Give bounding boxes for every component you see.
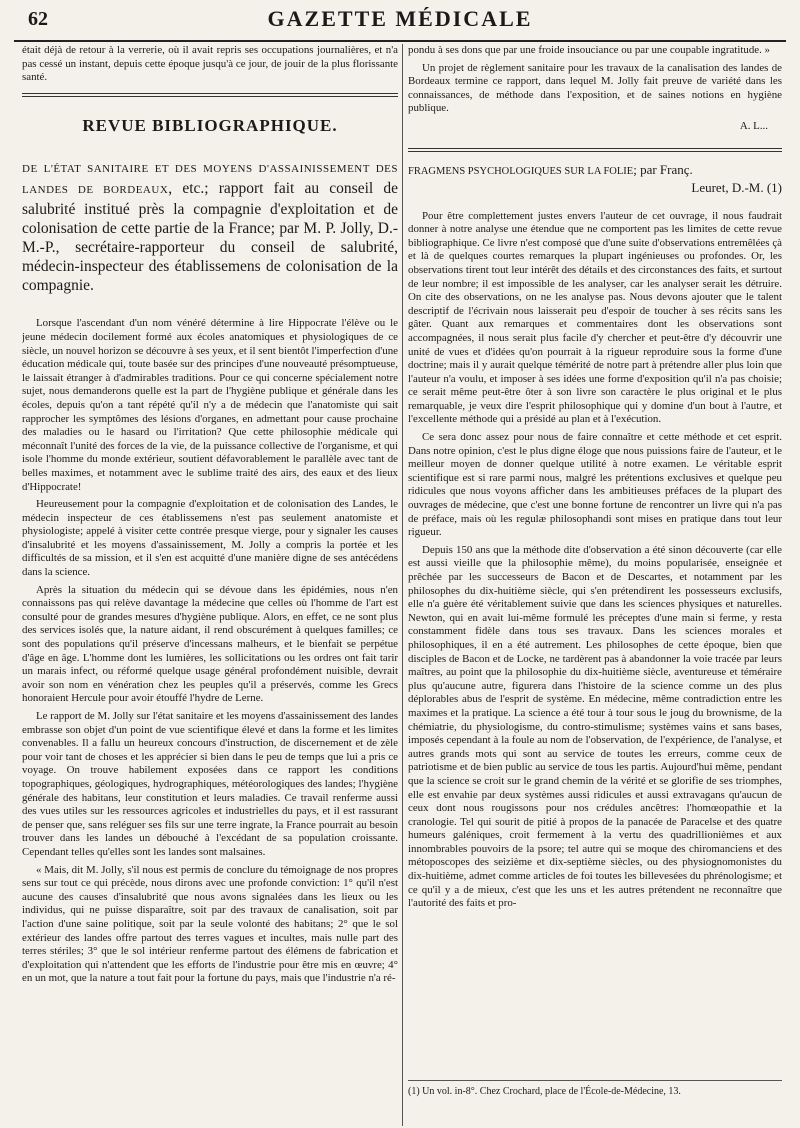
left-paragraph: Après la situation du médecin qui se dévoue dans les épidémies, nous n'en connaissons pas qui relève davantage la médecine que celles où l'homme de l'art est consulté pour de grandes mesures d'hygiène publique. Alors, en effet, ce ne sont plus des services isolés que, la nature aidant, il rend obscurément à quelques familles; ce sont des populations qu'il préserve d'incessans malheurs, et le bienfait se perpétue d'âge en âge. L'homme dont les lumières, les sollicitations ou les ordres ont fait tarir un marais infect, ou réformé quelque usage général profondément nuisible, devrait avoir son nom en vénération chez les peuples qu'il a préservés, comme les Grecs honoraient Hercule pour avoir étouffé l'hydre de Lerne. xyxy=(22,583,398,705)
right-top-paragraph: pondu à ses dons que par une froide insouciance ou par une coupable ingratitude. » xyxy=(408,44,771,56)
page-number: 62 xyxy=(28,8,48,30)
left-column xyxy=(22,44,398,1124)
footnote: (1) Un vol. in-8°. Chez Crochard, place de l'École-de-Médecine, 13. xyxy=(408,1080,782,1097)
page-header xyxy=(14,6,786,36)
article-author: Leuret, D.-M. (1) xyxy=(691,179,782,195)
article-title-rest: , etc.; rapport fait au conseil de salubrité institué près la compagnie d'exploitation et de colonisation de cette partie de la France; par M. P. Jolly, D.-M.-P., secrétaire-rapporteur du conseil de salubrité, médecin-inspecteur des établissemens de colonisation de la compagnie. xyxy=(22,180,398,295)
article-title xyxy=(22,158,398,295)
right-paragraph: Un projet de règlement sanitaire pour les travaux de la canalisation des landes de Bordeaux termine ce rapport, dans lequel M. Jolly fait preuve de variété dans les connaissances, de méthode dans l'exposition, et de saines notions en hygiène publique. xyxy=(408,61,782,115)
right-paragraph: Depuis 150 ans que la méthode dite d'observation a été sinon découverte (car elle est aussi vieille que la philosophie même), du moins popularisée, enseignée et prêchée par les successeurs de Bacon et de Descartes, et notamment par les philosophes du dix-huitième siècle, qui s'en prétendirent les possesseurs exclusifs, elle n'a guère été véritablement suivie que dans les sciences physiques et naturelles. Newton, qui en avait lui-même formulé les préceptes d'une main si ferme, y resta constamment fidèle dans tous ses travaux. Dans les sciences morales et philosophiques, il en a été autrement. Les philosophes de cette époque, bien que disciples de Bacon et de Locke, ne tardèrent pas à abandonner la voie tracée par leurs maîtres, au point que la philosophie du dix-huitième siècle, aventureuse et téméraire plus qu'aucune autre, figurera dans l'histoire de la science comme un des plus déplorables abus de l'esprit de système. En médecine, même contradiction entre les maximes et la pratique. La science a été tour à tour sous le joug du brownisme, de la chémiatrie, du physiologisme, du contro-stimulisme; systèmes vains et sans bases, imposés cependant à la foule au nom de l'observation, de l'expérience, de l'analyse, et autres grands mots qui sont au service de toutes les erreurs, comme ceux de patriotisme et de bien public au service de tous les partis. Aujourd'hui même, pendant que la science se croit sur le grand chemin de la vérité et se glorifie de ses triomphes, elle est envahie par deux systèmes aussi ridicules et aussi extravagans qu'aucun de ceux dont nous rougissons pour nos crédules ancêtres: l'homœopathie et la cranologie. Tel qui sourit de pitié à propos de la panacée de Paracelse et des quatre humeurs galéniques, croit fermement à la vertu des quadrillionièmes et aux innombrables pouvoirs de la psore; tel autre qui se moque des chiromanciens et des métoposcopes des seizième et dix-septième siècles, ou des physiognomonistes du dix-huitième, admet comme articles de foi toutes les billevesées du phrénologisme; et ce qu'il y a de mieux, c'est que les uns et les autres prétendent ne reconnaître que l'autorité des faits et pro- xyxy=(408,543,782,910)
left-top-paragraph: était déjà de retour à la verrerie, où il avait repris ses occupations journalières, et n'a pas cessé un instant, depuis cette époque jusqu'à ce jour, de jouir de la plus florissante santé. xyxy=(22,44,398,84)
review-signature: A. L... xyxy=(739,119,768,132)
section-separator xyxy=(22,93,398,97)
article-title-2-rest: ; par Franç. xyxy=(633,161,693,177)
left-paragraph: « Mais, dit M. Jolly, s'il nous est permis de conclure du témoignage de nos propres sens sur tout ce qui précède, nous dirons avec une profonde conviction: 1° qu'il n'est aucune des causes d'insalubrité que nous avons signalées dans les lieux ou les individus, qui ne puisse disparaître, soit par des travaux de canalisation, soit par l'action d'une saine politique, soit par la seule volonté des habitans; 2° que le sol extérieur des landes offre partout des terres vagues et incultes, mais nulle part des terres stériles; 3° que le sol intérieur renferme partout des élémens de fabrication et d'exploitation qui n'attendent que les efforts de l'industrie pour être mis en œuvre; 4° en un mot, que la nature a tout fait pour la fortune du pays, mais que l'industrie n'a ré- xyxy=(22,863,398,985)
right-paragraph: Pour être complettement justes envers l'auteur de cet ouvrage, il nous faudrait donner à notre analyse une étendue que ne comportent pas les limites de cette revue bibliographique. Ce livre n'est composé que d'une suite d'observations entremêlées çà et là de quelques courtes remarques la plupart ingénieuses ou profondes. Or, les observations tirent tout leur intérêt des détails et des circonstances des faits, et surtout de leur nombre; il est impossible de les analyser, car les analyser serait les détruire. On cite des observations, on ne les analyse pas. Nous devons ajouter que le talent descriptif de l'écrivain nous laisserait peu d'espoir de toucher à ses récits sans les gâter. Quant aux remarques et commentaires dont les observations sont accompagnées, il nous serait plus facile d'y chercher et peut-être d'y découvrir une unité de vues et d'idées qu'on pourrait à la rigueur reproduire sous la forme d'une doctrine; mais il y aurait quelque témérité de notre part à prétendre aller plus loin que l'auteur n'a voulu, et imposer à ses idées une forme d'exposition qu'il n'a pas choisie; ce serait même peut-être ôter à son livre son caractère le plus original et le plus remarquable, je veux dire l'esprit philosophique qui y domine d'un bout à l'autre, et l'excellente méthode qui a présidé au plan et à l'exécution. xyxy=(408,209,782,426)
left-paragraph: Heureusement pour la compagnie d'exploitation et de colonisation des Landes, le médecin inspecteur de ces établissemens n'est pas seulement anatomiste et physiologiste; appelé à visiter cette contrée presque vierge, pour y signaler les causes d'insalubrité et les moyens d'assainissement, M. Jolly a compris la portée et les difficultés de sa mission, et il s'en est acquitté d'une manière digne de ses antécédens dans la science. xyxy=(22,498,398,579)
article-title-smallcaps: DE L'ÉTAT SANITAIRE ET DES MOYENS D'ASSAINISSEMENT DES LANDES DE BORDEAUX xyxy=(22,163,398,197)
article-title-2-smallcaps: FRAGMENS PSYCHOLOGIQUES SUR LA FOLIE xyxy=(408,165,634,177)
header-rule xyxy=(14,40,786,42)
left-paragraph: Le rapport de M. Jolly sur l'état sanitaire et les moyens d'assainissement des landes embrasse son objet d'un point de vue scientifique élevé et dans la forme et les limites convenables. Il a fallu un heureux concours d'instruction, de discernement et de zèle pour voir tant de choses et les apprécier si bien dans le peu de temps que lui a pris ce voyage. On trouve habilement exposées dans ce rapport les conditions topographiques, géologiques, hydrographiques, météorologiques des landes; l'hygiène générale des habitans, leur constitution et leurs maladies. Ce travail renferme aussi des vues utiles sur les ressources agricoles et industrielles du pays, et il est rassurant de penser que, sans reléguer ses fils sur une terre ingrate, la France pourrait au besoin trouver dans les landes un débouché à l'excédant de sa population croissante. Cependant telles qu'elles sont les landes sont malsaines. xyxy=(22,710,398,858)
right-column xyxy=(408,44,782,1124)
right-paragraph: Ce sera donc assez pour nous de faire connaître et cette méthode et cet esprit. Dans notre opinion, c'est le plus digne éloge que nous puissions faire de l'auteur, et le meilleur moyen de donner quelque utilité à notre examen. Le véritable esprit scientifique est si rare parmi nous, malgré les prétentions exclusives et quelque peu ridicules que nous voyons afficher dans les ambitieuses préfaces de la plupart des ouvrages de médecine, que c'est une bonne fortune de rencontrer un livre qui n'a pas de préface, mais où les regulæ philosophandi sont mises en pratique dans tout leur rigueur. xyxy=(408,431,782,539)
article-title-2 xyxy=(408,162,782,196)
section-title: REVUE BIBLIOGRAPHIQUE. xyxy=(82,115,338,135)
article-separator xyxy=(408,148,782,152)
journal-title: GAZETTE MÉDICALE xyxy=(267,6,533,31)
column-divider xyxy=(402,44,403,1126)
left-paragraph: Lorsque l'ascendant d'un nom vénéré détermine à lire Hippocrate l'élève ou le jeune médecin docilement formé aux écoles anatomiques et physiologiques de ce siècle, un nouvel horizon se découvre à ses yeux, et il sent bientôt l'imperfection d'une éducation médicale qui, toute basée sur des principes d'une nouveauté présomptueuse, le laissait étranger à d'admirables traditions. Pour ce qui concerne spécialement notre sujet, nous demanderons quelle est la part de l'hygiène publique et générale dans les écoles, depuis qu'on a tant répété qu'il n'y a de médecin que l'anatomiste qui sait rapprocher les symptômes des lésions d'organes, en admettant pour cause prochaine des maladies ou le hasard ou l'irritation? Que cette philosophie médicale qui méconnaît l'unité des forces de la vie, de la puissance collective de l'organisme, et qui isole l'homme du monde extérieur, soutient défavorablement le parallèle avec tant de belles maximes, et notamment avec le sublime traité des airs, des eaux et des lieux d'Hippocrate! xyxy=(22,317,398,493)
